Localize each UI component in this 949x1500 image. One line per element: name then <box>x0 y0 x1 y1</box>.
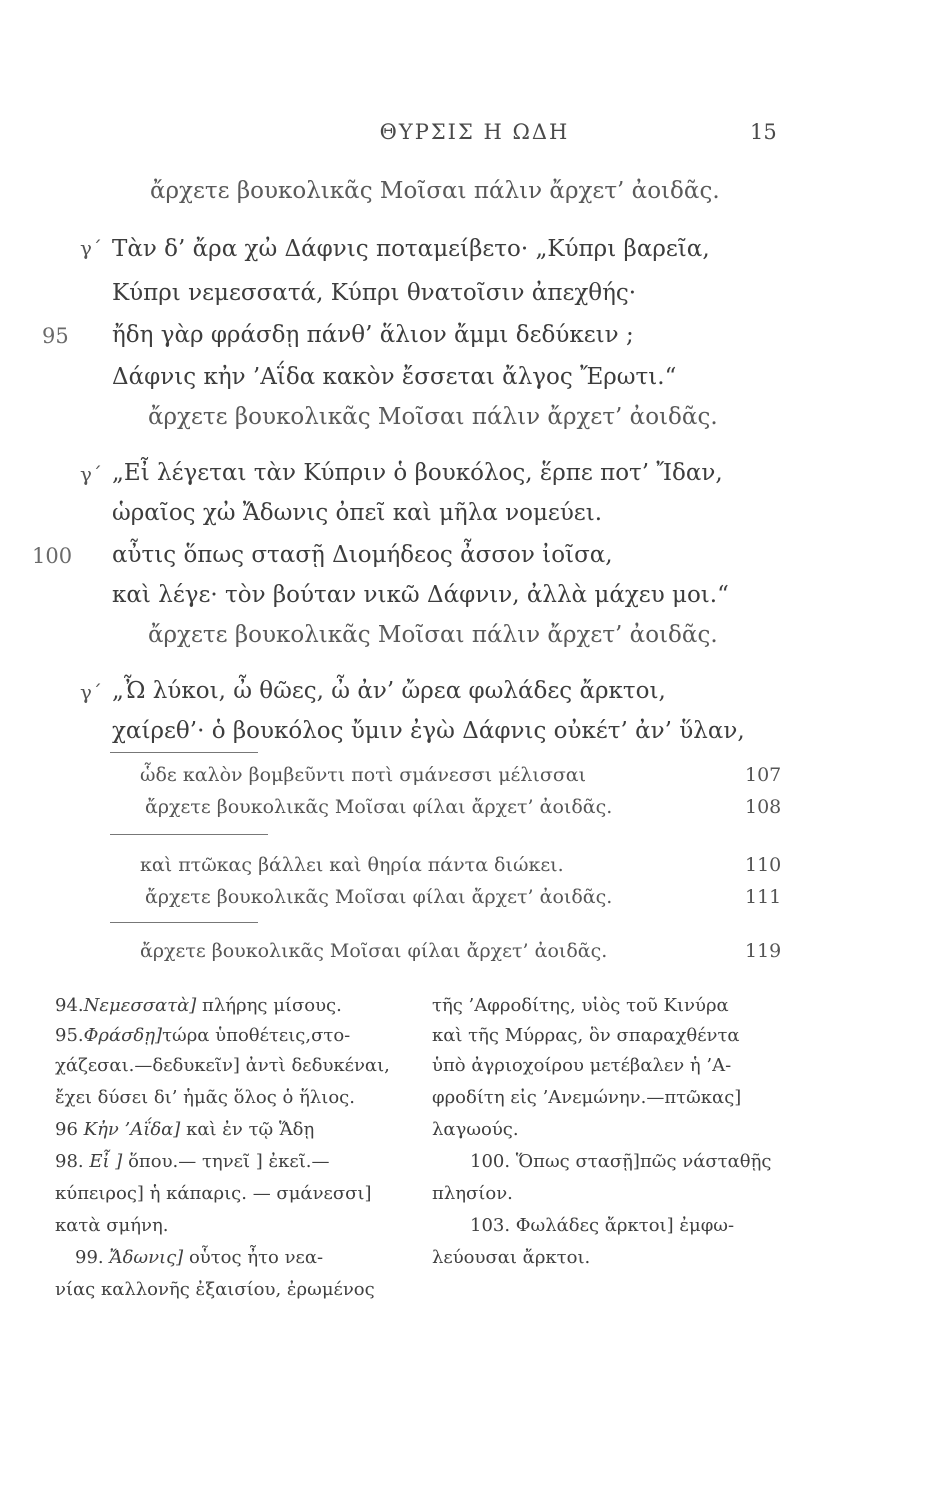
stanza-marker: γ´ <box>80 236 102 260</box>
footnote-line: χάζεσαι.—δεδυκεῖν] ἀντὶ δεδυκέναι, <box>55 1055 390 1076</box>
variant-line: ἄρχετε βουκολικᾶς Μοῖσαι φίλαι ἄρχετ’ ἀοιδᾶς. <box>145 796 613 818</box>
footnote-line: πλησίον. <box>432 1183 513 1204</box>
variant-line-number: 111 <box>745 886 782 908</box>
page-number: 15 <box>750 120 777 144</box>
footnote-line: λεύουσαι ἄρκτοι. <box>432 1247 591 1268</box>
verse-line: Τὰν δ’ ἄρα χὠ Δάφνις ποταμείβετο· „Κύπρι βαρεῖα, <box>112 236 710 262</box>
footnote-line <box>55 995 342 1016</box>
footnote-line <box>55 1119 314 1140</box>
verse-line: ἄρχετε βουκολικᾶς Μοῖσαι πάλιν ἄρχετ’ ἀοιδᾶς. <box>150 178 720 204</box>
stanza-marker: γ´ <box>80 462 102 486</box>
verse-line: Δάφνις κἠν ’Αΐδα κακὸν ἔσσεται ἄλγος Ἔρωτι.“ <box>112 364 677 390</box>
footnote-lemma: Κἠν ’Αΐδα] <box>83 1119 181 1140</box>
line-number: 95 <box>42 324 69 348</box>
variant-line: ἄρχετε βουκολικᾶς Μοῖσαι φίλαι ἄρχετ’ ἀοιδᾶς. <box>145 886 613 908</box>
variant-line-number: 108 <box>745 796 782 818</box>
footnote-lemma: Εἶ ] <box>89 1151 123 1172</box>
variant-line: καὶ πτῶκας βάλλει καὶ θηρία πάντα διώκει. <box>140 854 564 876</box>
running-header-title: ΘΥΡΣΙΣ Η ΩΔΗ <box>379 120 570 144</box>
footnote-gloss: οὗτος ἦτο νεα- <box>188 1247 324 1268</box>
stanza-marker: γ´ <box>80 680 102 704</box>
verse-line: ἄρχετε βουκολικᾶς Μοῖσαι πάλιν ἄρχετ’ ἀοιδᾶς. <box>148 622 718 648</box>
verse-line: Κύπρι νεμεσσατά, Κύπρι θνατοῖσιν ἀπεχθής· <box>112 280 637 306</box>
verse-line: ἤδη γὰρ φράσδῃ πάνθ’ ἅλιον ἄμμι δεδύκειν ; <box>112 322 634 348</box>
variant-line: ὧδε καλὸν βομβεῦντι ποτὶ σμάνεσσι μέλισσαι <box>140 764 587 786</box>
footnote-gloss: ὅπου.— τηνεῖ ] ἐκεῖ.— <box>128 1151 330 1172</box>
separator-rule <box>110 752 258 753</box>
verse-line: αὖτις ὅπως στασῇ Διομήδεος ἆσσον ἰοῖσα, <box>112 542 613 568</box>
footnote-ref: 95. <box>55 1025 84 1046</box>
footnote-line: κύπειρος] ἡ κάπαρις. — σμάνεσσι] <box>55 1183 372 1204</box>
verse-line: χαίρεθ’· ὁ βουκόλος ὔμιν ἐγὼ Δάφνις οὐκέτ’ ἀν’ ὕλαν, <box>112 718 745 744</box>
footnote-lemma: Νεμεσσατὰ] <box>83 995 197 1016</box>
footnote-ref: 94. <box>55 995 84 1016</box>
footnote-gloss: τώρα ὑποθέτεις,στο- <box>162 1025 351 1046</box>
footnote-line <box>55 1151 330 1172</box>
footnote-gloss: πλήρης μίσους. <box>202 995 342 1016</box>
separator-rule <box>110 834 268 835</box>
footnote-ref: 99. <box>75 1247 104 1268</box>
verse-line: καὶ λέγε· τὸν βούταν νικῶ Δάφνιν, ἀλλὰ μάχευ μοι.“ <box>112 582 729 608</box>
verse-line: ὡραῖος χὠ Ἄδωνις ὀπεῖ καὶ μῆλα νομεύει. <box>112 500 603 526</box>
variant-line-number: 110 <box>745 854 782 876</box>
variant-line-number: 119 <box>745 940 782 962</box>
footnote-line <box>75 1247 323 1268</box>
line-number: 100 <box>32 544 73 568</box>
verse-line: „Εἶ λέγεται τὰν Κύπριν ὁ βουκόλος, ἕρπε ποτ’ Ἴδαν, <box>112 460 723 486</box>
footnote-line: φροδίτη εἰς ’Ανεμώνην.—πτῶκας] <box>432 1087 742 1108</box>
footnote-line: ὑπὸ ἀγριοχοίρου μετέβαλεν ἡ ’Α- <box>432 1055 732 1076</box>
footnote-lemma: Φράσδῃ] <box>83 1025 163 1046</box>
footnote-line: λαγωούς. <box>432 1119 519 1140</box>
footnote-gloss: καὶ ἐν τῷ Ἅδῃ <box>186 1119 315 1140</box>
variant-line-number: 107 <box>745 764 782 786</box>
footnote-line: κατὰ σμήνη. <box>55 1215 169 1236</box>
verse-line: „Ὦ λύκοι, ὦ θῶες, ὦ ἀν’ ὤρεα φωλάδες ἄρκτοι, <box>112 678 666 704</box>
footnote-line: 100. Ὅπως στασῇ]πῶς νάσταθῇς <box>470 1151 772 1172</box>
footnote-line: καὶ τῆς Μύρρας, ὃν σπαραχθέντα <box>432 1025 740 1046</box>
footnote-line: νίας καλλονῆς ἐξαισίου, ἐρωμένος <box>55 1279 375 1300</box>
separator-rule <box>110 922 258 923</box>
footnote-ref: 98. <box>55 1151 84 1172</box>
footnote-line: τῆς ’Αφροδίτης, υἱὸς τοῦ Κινύρα <box>432 995 729 1016</box>
verse-line: ἄρχετε βουκολικᾶς Μοῖσαι πάλιν ἄρχετ’ ἀοιδᾶς. <box>148 404 718 430</box>
variant-line: ἄρχετε βουκολικᾶς Μοῖσαι φίλαι ἄρχετ’ ἀοιδᾶς. <box>140 940 608 962</box>
footnote-ref: 96 <box>55 1119 78 1140</box>
footnote-line: 103. Φωλάδες ἄρκτοι] ἐμφω- <box>470 1215 735 1236</box>
footnote-line <box>55 1025 350 1046</box>
footnote-lemma: Ἄδωνις] <box>109 1247 184 1268</box>
footnote-line: ἔχει δύσει δι’ ἡμᾶς ὅλος ὁ ἥλιος. <box>55 1087 355 1108</box>
